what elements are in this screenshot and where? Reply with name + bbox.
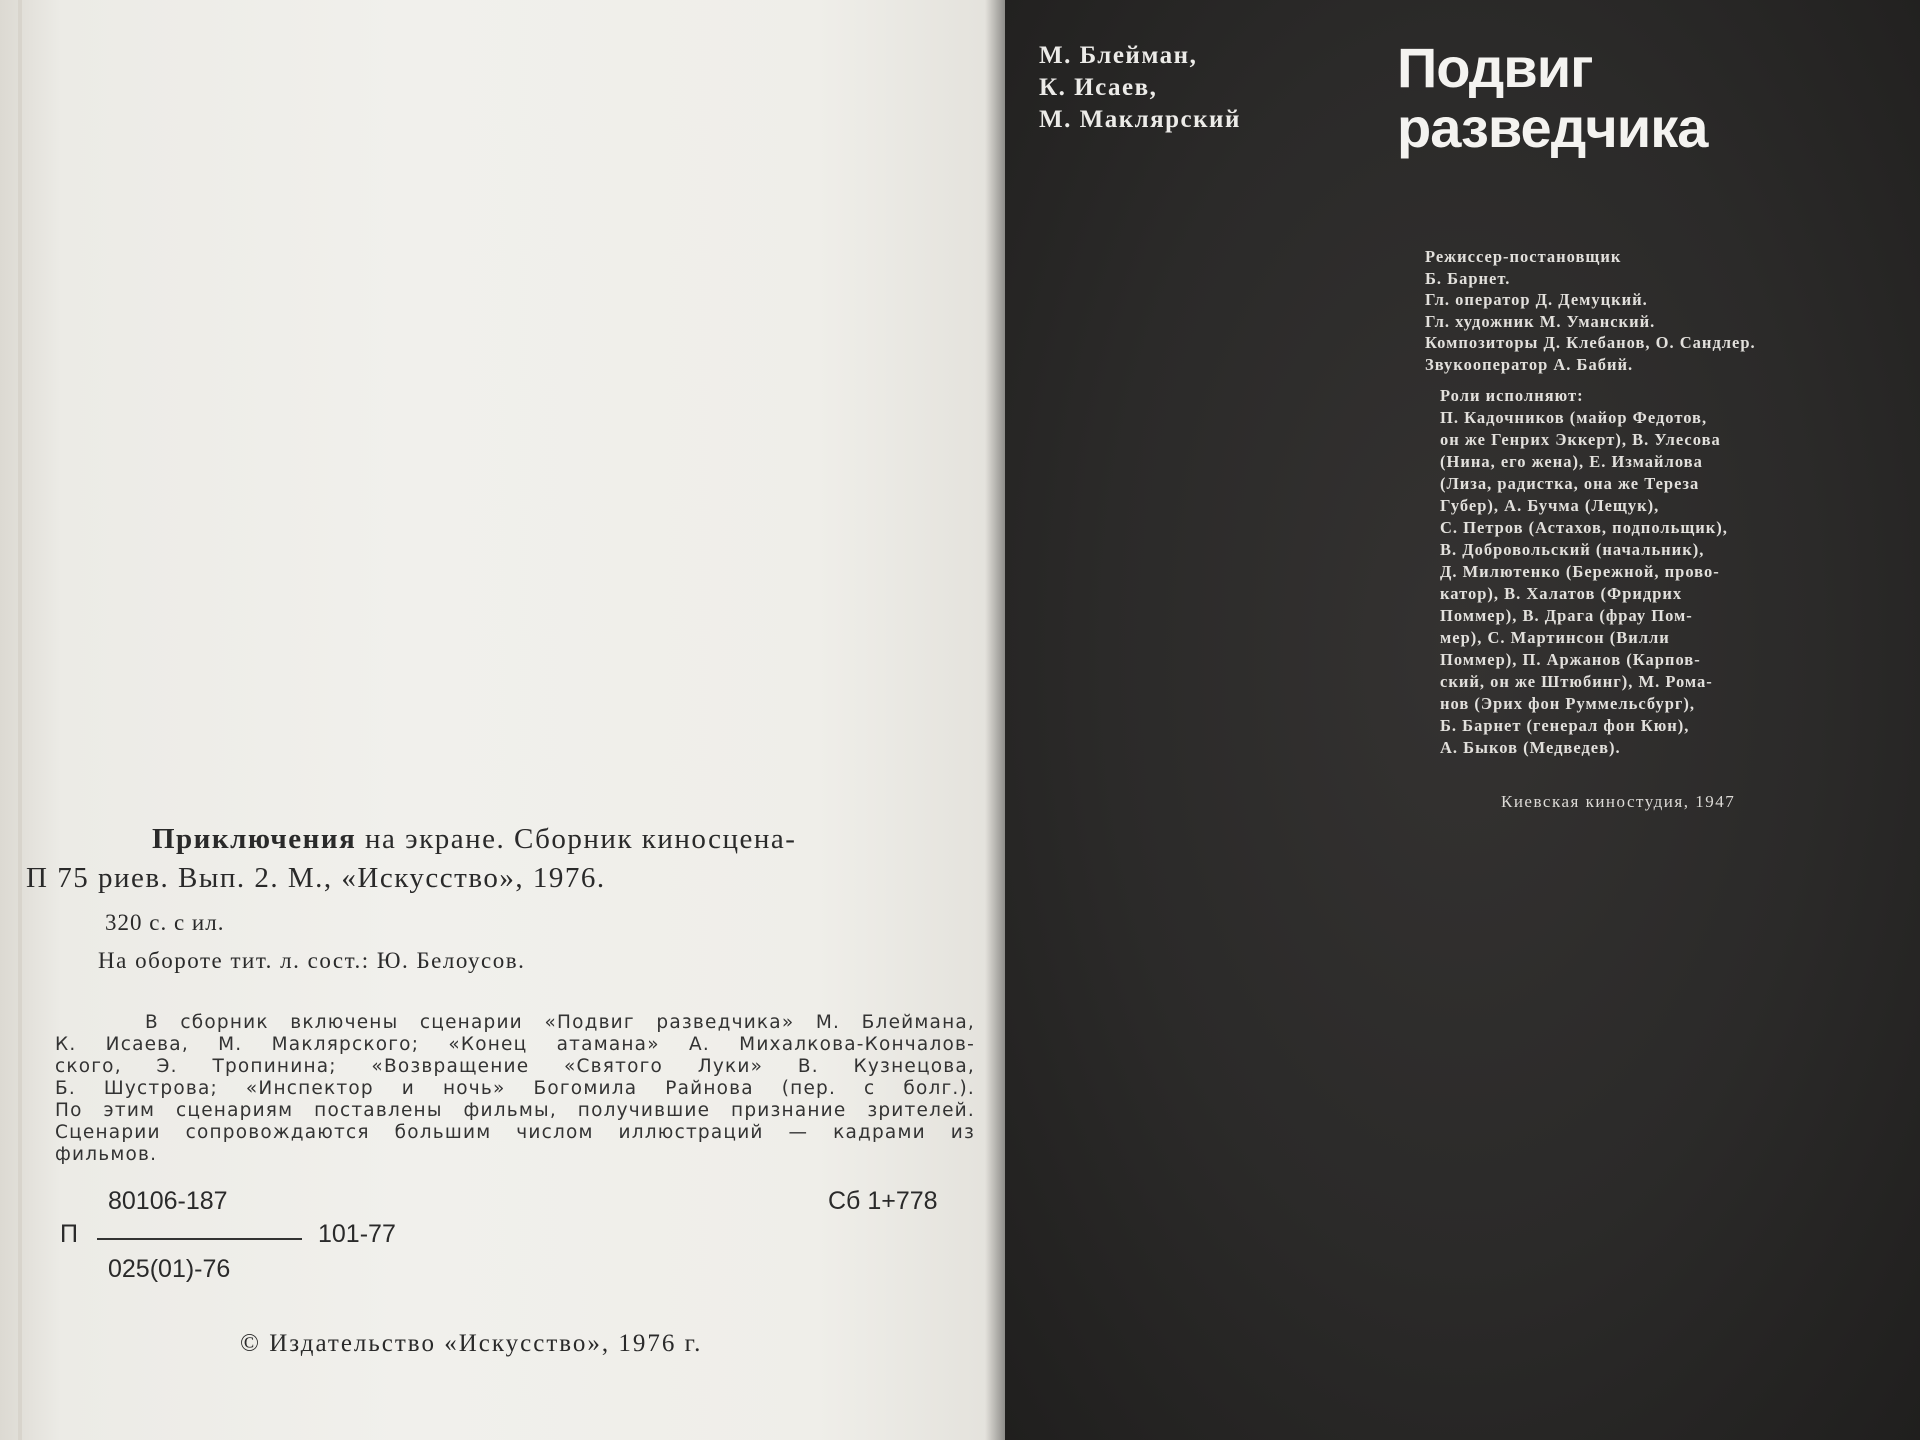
catalog-code-rule [97, 1238, 302, 1240]
binding-line [18, 0, 22, 1440]
imprint-title-bold: Приключения [152, 823, 357, 855]
credit-line: Режиссер-постановщик [1425, 247, 1622, 266]
catalog-code-denominator: 025(01)-76 [108, 1255, 231, 1283]
cast-line: Б. Барнет (генерал фон Кюн), [1440, 716, 1690, 735]
cast-line: ский, он же Штюбинг), М. Рома- [1440, 672, 1713, 691]
annotation-line: фильмов. [55, 1144, 158, 1165]
credit-line: Б. Барнет. [1425, 268, 1511, 288]
annotation-line: В сборник включены сценарии «Подвиг разведчика» М. Блеймана, [145, 1012, 975, 1033]
annotation-line: К. Исаева, М. Маклярского; «Конец атамана» А. Михалкова-Кончалов- [55, 1034, 975, 1055]
catalog-code-right: Сб 1+778 [828, 1187, 938, 1215]
cast-line: нов (Эрих фон Руммельсбург), [1440, 694, 1696, 713]
annotation-block [55, 1012, 975, 1166]
credit-line: Гл. художник М. Уманский. [1425, 311, 1656, 331]
cast-line: А. Быков (Медведев). [1440, 738, 1621, 757]
screenplay-title [1397, 38, 1707, 158]
cast-list [1440, 385, 1910, 759]
imprint-line-2: П 75 риев. Вып. 2. М., «Искусство», 1976. [26, 862, 606, 894]
cast-line: он же Генрих Эккерт), В. Улесова [1440, 430, 1721, 449]
credit-line: Гл. оператор Д. Демуцкий. [1425, 290, 1648, 309]
author-name: К. Исаев, [1039, 74, 1158, 101]
cast-line: катор), В. Халатов (Фридрих [1440, 584, 1683, 603]
studio-line: Киевская киностудия, 1947 [1501, 792, 1736, 811]
cast-line: В. Добровольский (начальник), [1440, 540, 1705, 559]
crew-credits [1425, 246, 1756, 375]
right-page [1005, 0, 1920, 1440]
cast-line: Поммер), П. Аржанов (Карпов- [1440, 650, 1701, 669]
title-line: разведчика [1397, 96, 1708, 159]
annotation-line: Сценарии сопровождаются большим числом иллюстраций — кадрами из [55, 1122, 975, 1143]
cast-line: (Лиза, радистка, она же Тереза [1440, 474, 1700, 493]
author-name: М. Маклярский [1039, 106, 1241, 133]
cast-heading: Роли исполняют: [1440, 386, 1584, 405]
annotation-line: ского, Э. Тропинина; «Возвращение «Святого Луки» В. Кузнецова, [55, 1056, 975, 1077]
authors-block [1039, 40, 1241, 136]
annotation-line: По этим сценариям поставлены фильмы, получившие признание зрителей. [55, 1100, 975, 1121]
cast-line: Д. Милютенко (Бережной, прово- [1440, 562, 1720, 581]
credit-line: Композиторы Д. Клебанов, О. Сандлер. [1425, 333, 1756, 352]
imprint-compiler: На обороте тит. л. сост.: Ю. Белоусов. [98, 948, 526, 973]
imprint-pages: 320 с. с ил. [105, 910, 225, 935]
credit-line: Звукооператор А. Бабий. [1425, 354, 1634, 374]
cast-line: (Нина, его жена), Е. Измайлова [1440, 452, 1703, 471]
copyright-line: © Издательство «Искусство», 1976 г. [240, 1330, 703, 1357]
cast-line: Поммер), В. Драга (фрау Пом- [1440, 606, 1693, 625]
imprint-line-1 [152, 823, 796, 856]
catalog-code-numerator: 80106-187 [108, 1187, 228, 1215]
catalog-code-middle: 101-77 [318, 1220, 396, 1248]
catalog-code-letter: П [60, 1220, 78, 1248]
annotation-line: Б. Шустрова; «Инспектор и ночь» Богомила Райнова (пер. с болг.). [55, 1078, 975, 1099]
cast-line: С. Петров (Астахов, подпольщик), [1440, 518, 1728, 537]
title-line: Подвиг [1397, 36, 1593, 99]
imprint-title-rest: на экране. Сборник киносцена- [356, 823, 797, 855]
cast-line: Губер), А. Бучма (Лещук), [1440, 496, 1660, 515]
author-name: М. Блейман, [1039, 42, 1198, 69]
cast-line: мер), С. Мартинсон (Вилли [1440, 628, 1670, 647]
cast-line: П. Кадочников (майор Федотов, [1440, 408, 1708, 427]
